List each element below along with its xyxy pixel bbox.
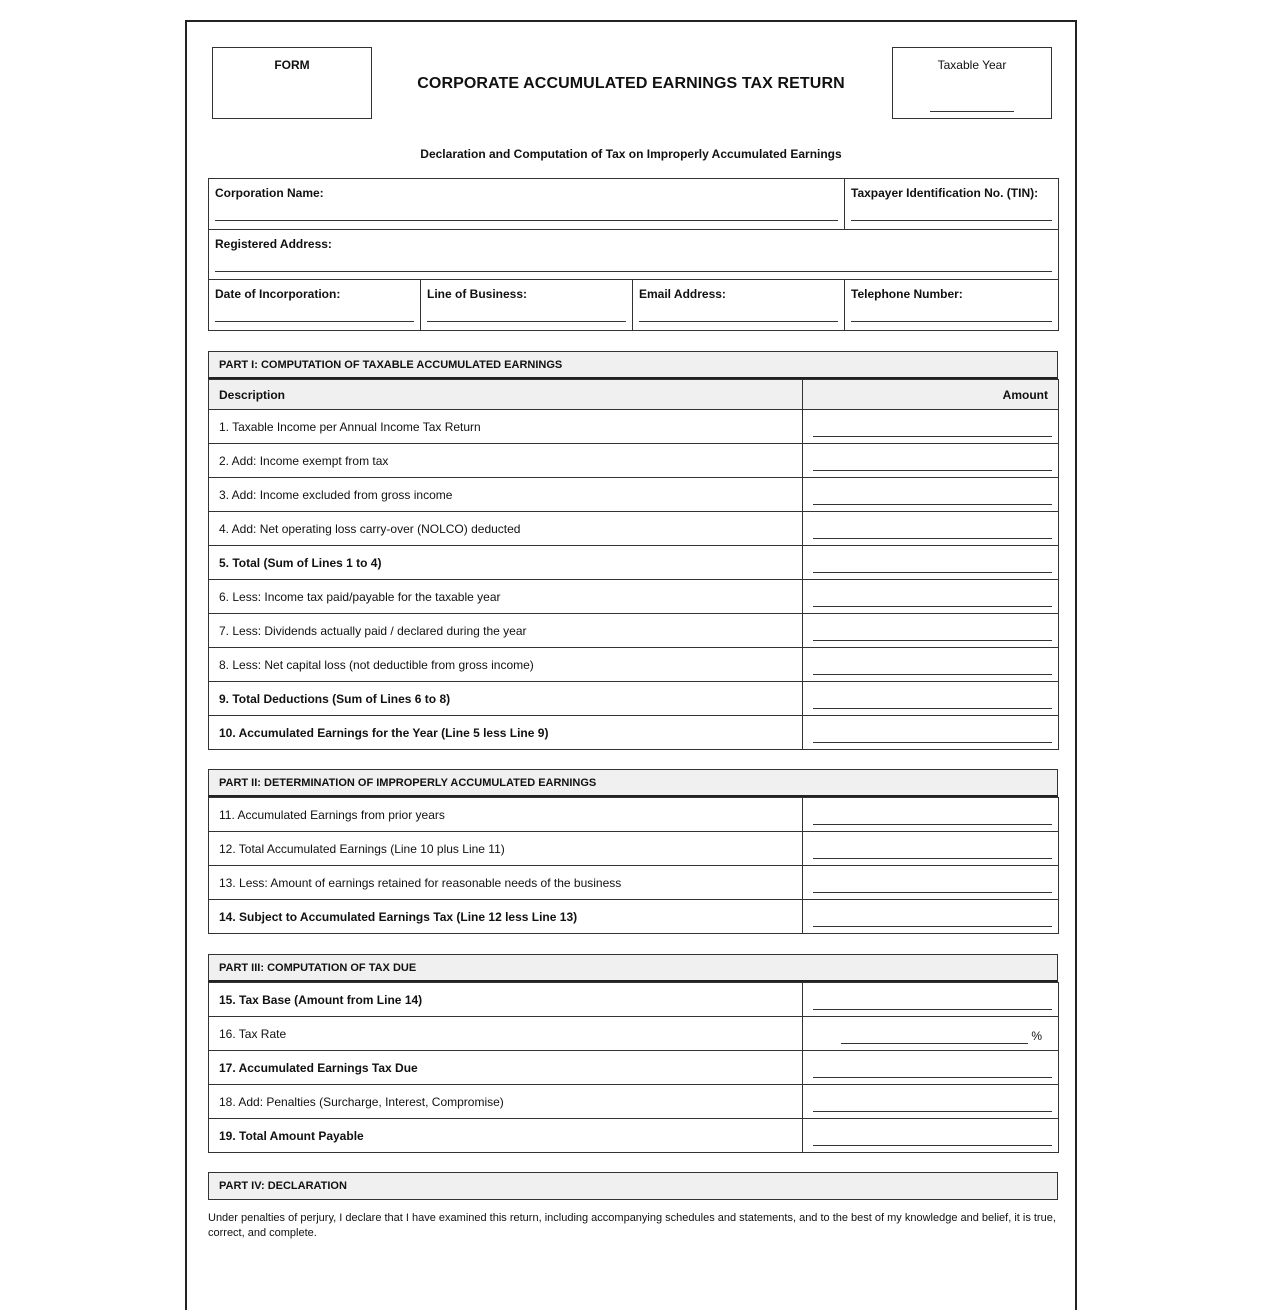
line-description: 14. Subject to Accumulated Earnings Tax (Line 12 less Line 13) (209, 900, 803, 934)
line-description: 10. Accumulated Earnings for the Year (Line 5 less Line 9) (209, 716, 803, 750)
part2-header: PART II: DETERMINATION OF IMPROPERLY ACCUMULATED EARNINGS (208, 769, 1058, 797)
line-description: 17. Accumulated Earnings Tax Due (209, 1051, 803, 1085)
line-description: 9. Total Deductions (Sum of Lines 6 to 8) (209, 682, 803, 716)
amount-field[interactable] (813, 858, 1052, 859)
amount-cell (803, 832, 1059, 866)
table-row (209, 900, 1059, 934)
taxable-year-field[interactable] (930, 111, 1014, 112)
amount-field[interactable] (813, 436, 1052, 437)
email-address-label: Email Address: (639, 287, 726, 301)
taxable-year-label: Taxable Year (937, 58, 1007, 72)
telephone-number-field[interactable] (851, 321, 1052, 322)
part4-header: PART IV: DECLARATION (208, 1172, 1058, 1200)
amount-cell (803, 648, 1059, 682)
table-row (209, 614, 1059, 648)
line-description: 6. Less: Income tax paid/payable for the taxable year (209, 580, 803, 614)
line-of-business-field[interactable] (427, 321, 626, 322)
tin-cell (845, 179, 1059, 230)
amount-field[interactable] (813, 892, 1052, 893)
amount-cell (803, 1051, 1059, 1085)
line-description: 5. Total (Sum of Lines 1 to 4) (209, 546, 803, 580)
table-row (209, 1119, 1059, 1153)
email-address-field[interactable] (639, 321, 838, 322)
taxable-year-box (892, 47, 1052, 119)
amount-cell (803, 580, 1059, 614)
form-subtitle: Declaration and Computation of Tax on Improperly Accumulated Earnings (420, 147, 842, 161)
percent-symbol: % (1031, 1029, 1042, 1043)
line-description: 13. Less: Amount of earnings retained for reasonable needs of the business (209, 866, 803, 900)
part1-header: PART I: COMPUTATION OF TAXABLE ACCUMULATED EARNINGS (208, 351, 1058, 379)
amount-cell (803, 798, 1059, 832)
line-description: 8. Less: Net capital loss (not deductible from gross income) (209, 648, 803, 682)
date-of-incorporation-label: Date of Incorporation: (215, 287, 341, 301)
tin-field[interactable] (851, 220, 1052, 221)
tax-rate-field[interactable] (841, 1043, 1028, 1044)
amount-field[interactable] (813, 824, 1052, 825)
part1-table (208, 379, 1059, 750)
amount-field[interactable] (813, 640, 1052, 641)
telephone-number-cell (845, 280, 1059, 331)
amount-field[interactable] (813, 1145, 1052, 1146)
amount-cell (803, 900, 1059, 934)
line-description: 4. Add: Net operating loss carry-over (NOLCO) deducted (209, 512, 803, 546)
corporation-name-field[interactable] (215, 220, 838, 221)
date-of-incorporation-cell (209, 280, 421, 331)
table-row (209, 832, 1059, 866)
part2-table (208, 797, 1059, 934)
amount-cell (803, 512, 1059, 546)
amount-cell (803, 682, 1059, 716)
table-row (209, 682, 1059, 716)
line-description: 7. Less: Dividends actually paid / declared during the year (209, 614, 803, 648)
amount-field[interactable] (813, 1077, 1052, 1078)
corporation-name-cell (209, 179, 845, 230)
amount-cell (803, 478, 1059, 512)
amount-cell (803, 716, 1059, 750)
line-description: 2. Add: Income exempt from tax (209, 444, 803, 478)
table-row (209, 716, 1059, 750)
amount-cell (803, 444, 1059, 478)
declaration-text: Under penalties of perjury, I declare that I have examined this return, including accompanying schedules and statements, and to the best of my knowledge and belief, it is true, correct, and complete. (208, 1212, 1056, 1239)
form-label: FORM (274, 58, 310, 72)
amount-cell (803, 1085, 1059, 1119)
registered-address-cell (209, 230, 1059, 280)
part3-header: PART III: COMPUTATION OF TAX DUE (208, 954, 1058, 982)
amount-field[interactable] (813, 926, 1052, 927)
amount-field[interactable] (813, 504, 1052, 505)
table-row (209, 1085, 1059, 1119)
amount-column-header: Amount (803, 380, 1059, 410)
table-row (209, 983, 1059, 1017)
table-row (209, 444, 1059, 478)
amount-cell (803, 983, 1059, 1017)
form-title: CORPORATE ACCUMULATED EARNINGS TAX RETURN (417, 75, 845, 92)
table-row (209, 546, 1059, 580)
table-row (209, 478, 1059, 512)
amount-field[interactable] (813, 742, 1052, 743)
telephone-number-label: Telephone Number: (851, 287, 963, 301)
description-column-header: Description (209, 380, 803, 410)
table-row (209, 1017, 1059, 1051)
line-description: 3. Add: Income excluded from gross income (209, 478, 803, 512)
amount-cell (803, 866, 1059, 900)
email-address-cell (633, 280, 845, 331)
amount-cell (803, 546, 1059, 580)
amount-field[interactable] (813, 708, 1052, 709)
part3-table (208, 982, 1059, 1153)
amount-field[interactable] (813, 606, 1052, 607)
amount-cell (803, 614, 1059, 648)
tax-rate-cell (803, 1017, 1059, 1051)
table-row (209, 648, 1059, 682)
line-of-business-label: Line of Business: (427, 287, 528, 301)
amount-field[interactable] (813, 674, 1052, 675)
line-description: 18. Add: Penalties (Surcharge, Interest, Compromise) (209, 1085, 803, 1119)
line-description: 15. Tax Base (Amount from Line 14) (209, 983, 803, 1017)
amount-field[interactable] (813, 1111, 1052, 1112)
registered-address-field[interactable] (215, 271, 1052, 272)
table-row (209, 866, 1059, 900)
registered-address-label: Registered Address: (215, 237, 332, 251)
amount-field[interactable] (813, 1009, 1052, 1010)
table-row (209, 512, 1059, 546)
table-row (209, 798, 1059, 832)
amount-cell (803, 410, 1059, 444)
table-row (209, 1051, 1059, 1085)
line-description: 11. Accumulated Earnings from prior years (209, 798, 803, 832)
taxpayer-info-table (208, 178, 1059, 331)
table-row (209, 410, 1059, 444)
date-of-incorporation-field[interactable] (215, 321, 414, 322)
line-description: 12. Total Accumulated Earnings (Line 10 plus Line 11) (209, 832, 803, 866)
tin-label: Taxpayer Identification No. (TIN): (851, 186, 1039, 200)
table-row (209, 580, 1059, 614)
amount-cell (803, 1119, 1059, 1153)
amount-field[interactable] (813, 572, 1052, 573)
tax-return-page (185, 20, 1077, 1310)
line-of-business-cell (421, 280, 633, 331)
line-description: 1. Taxable Income per Annual Income Tax Return (209, 410, 803, 444)
line-description: 16. Tax Rate (209, 1017, 803, 1051)
amount-field[interactable] (813, 538, 1052, 539)
corporation-name-label: Corporation Name: (215, 186, 324, 200)
amount-field[interactable] (813, 470, 1052, 471)
line-description: 19. Total Amount Payable (209, 1119, 803, 1153)
